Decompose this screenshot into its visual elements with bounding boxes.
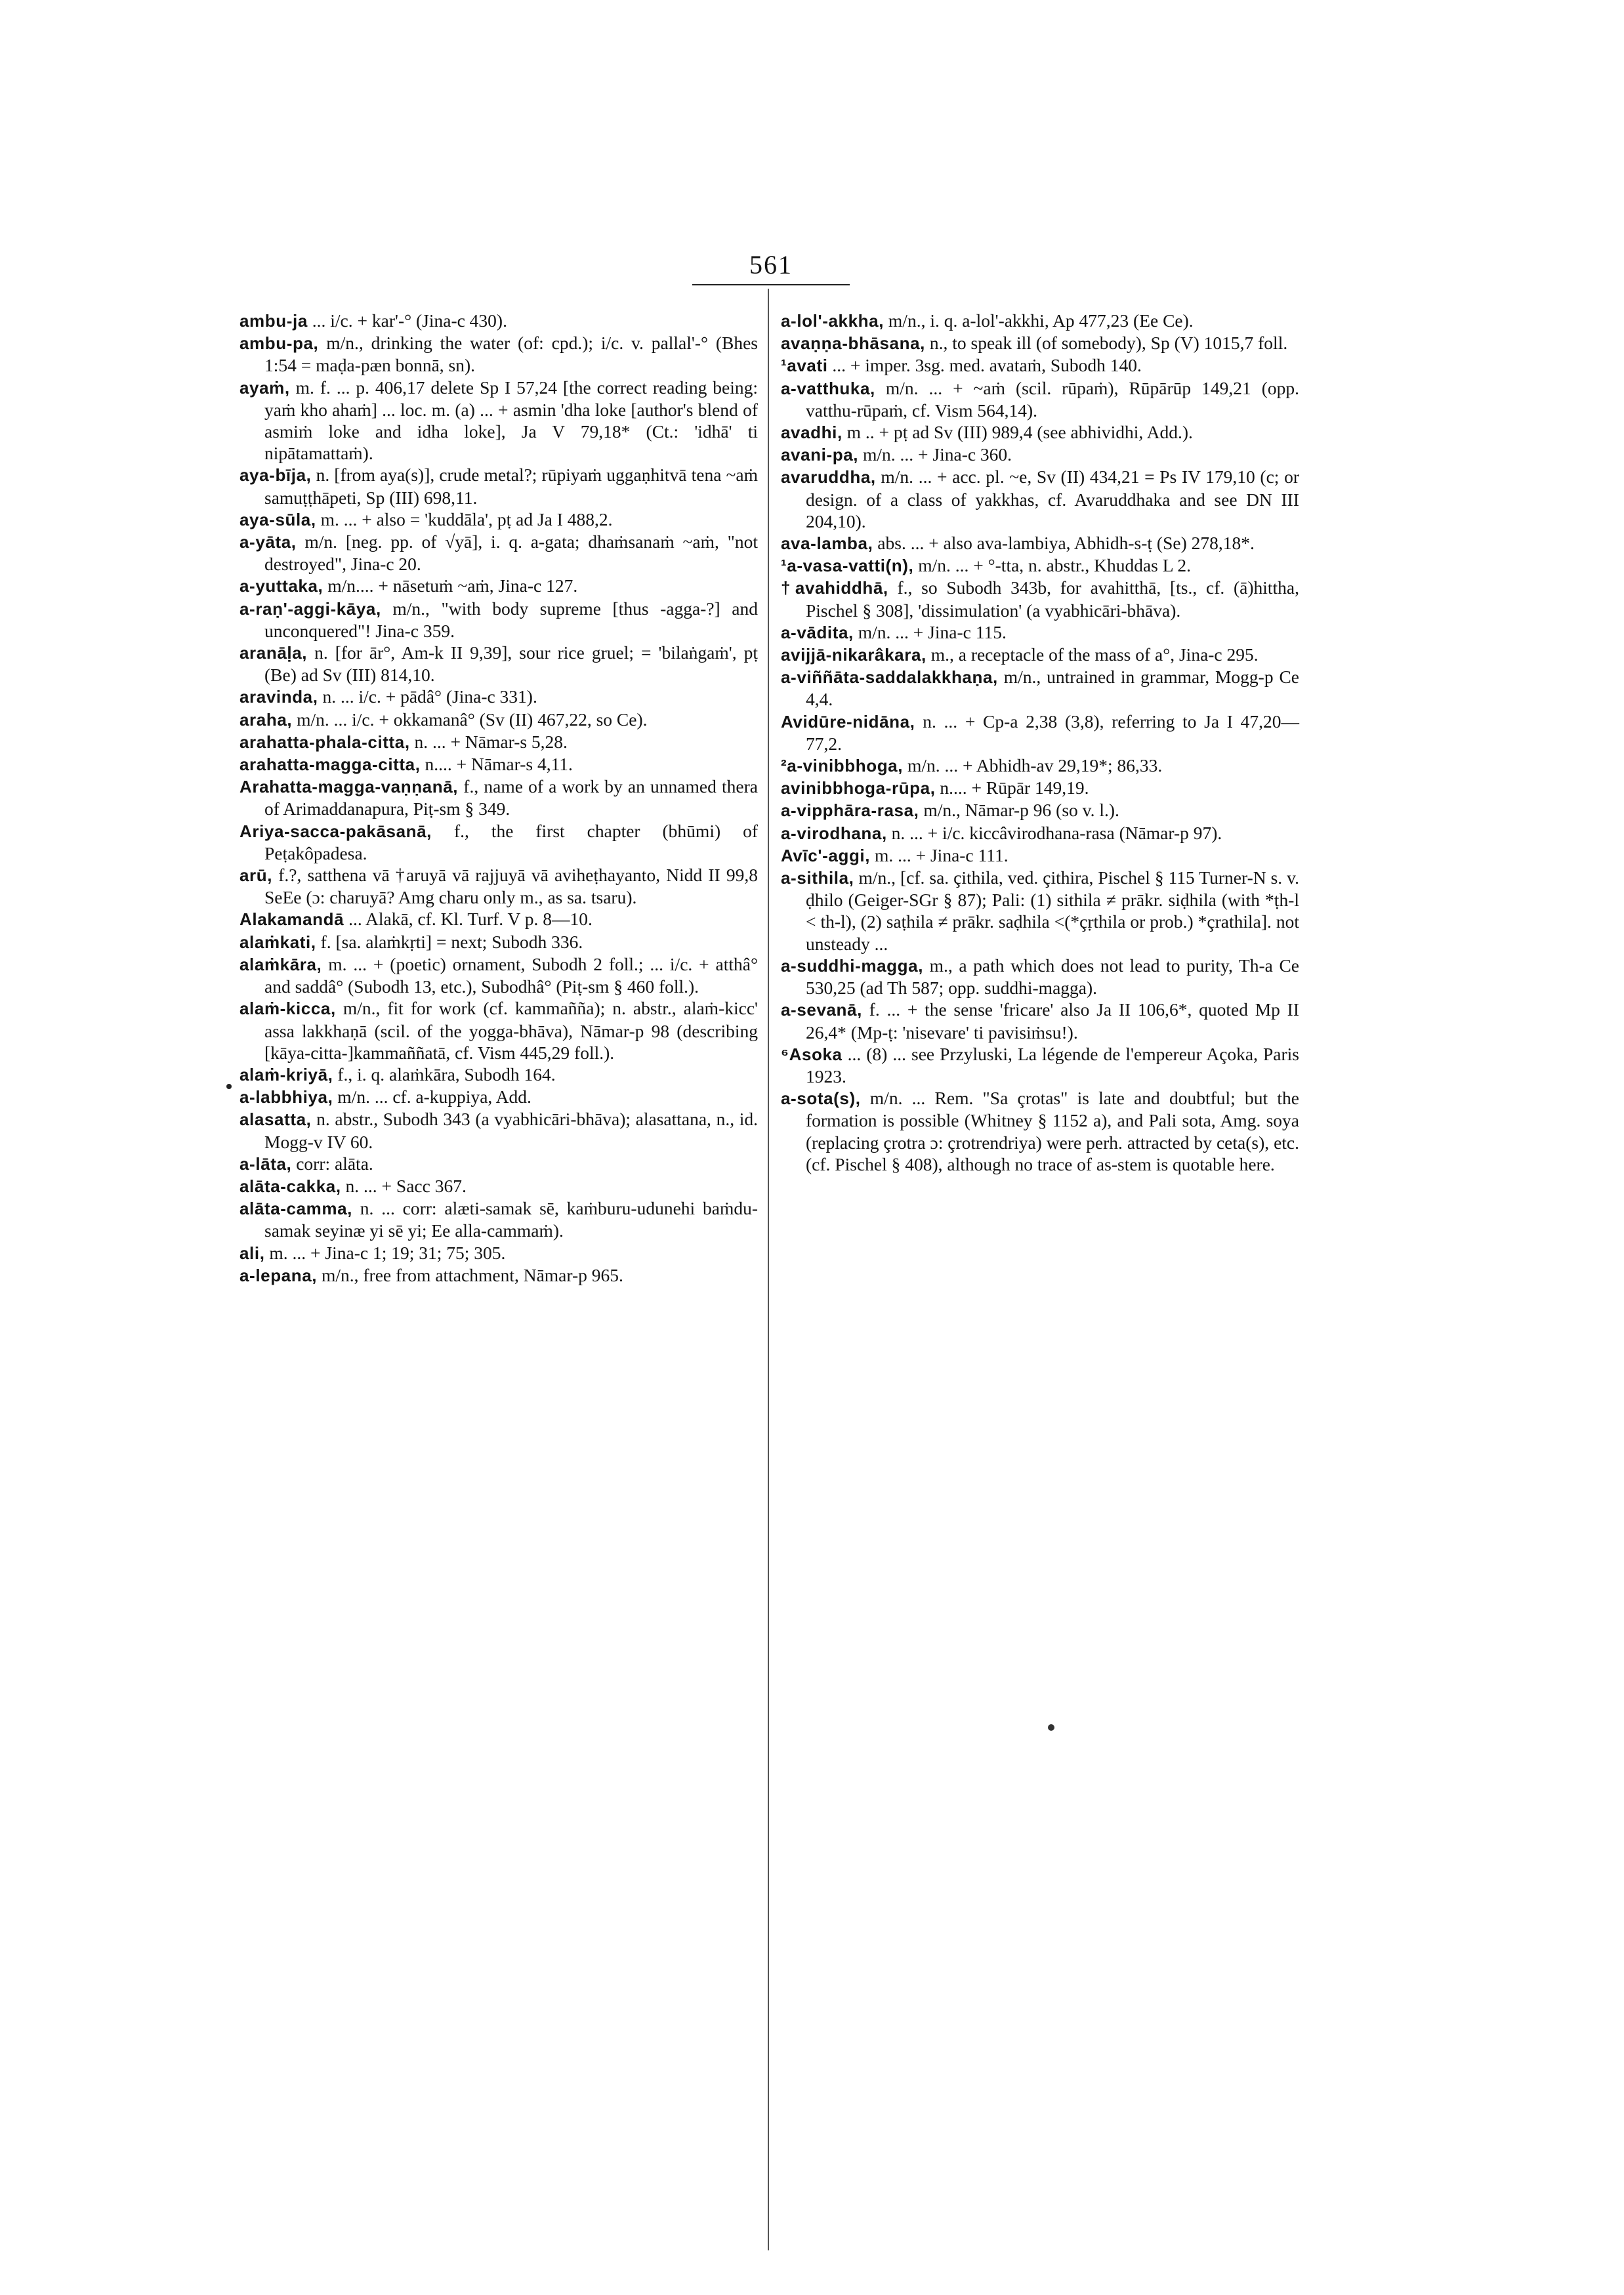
entry-headword: aranāḷa,: [239, 643, 308, 663]
entry-definition: m/n. ... + Jina-c 360.: [858, 444, 1012, 465]
entry-headword: ava-lamba,: [781, 533, 873, 554]
entry-definition: f. ... + the sense 'fricare' also Ja II 106,6*, quoted Mp II 26,4* (Mp-ṭ: 'nisevare' ti pavisiṁsu!).: [806, 999, 1299, 1043]
dictionary-entry: [239, 1264, 758, 1287]
entry-headword: a-sithila,: [781, 868, 854, 888]
dictionary-entry: [239, 931, 758, 953]
entry-headword: aravinda,: [239, 687, 318, 707]
dictionary-entry: [781, 354, 1299, 377]
entry-definition: f. [sa. alaṁkṛti] = next; Subodh 336.: [316, 931, 583, 952]
entry-definition: f.?, satthena vā †aruyā vā rajjuyā vā aviheṭhayanto, Nidd II 99,8 SeEe (ɔ: charuyā? Amg charu only m., as sa. tsaru).: [264, 865, 758, 908]
entry-definition: corr: alāta.: [291, 1153, 373, 1174]
entry-definition: n. ... + i/c. kiccâvirodhana-rasa (Nāmar-p 97).: [886, 822, 1222, 843]
entry-definition: m/n., drinking the water (of: cpd.); i/c. v. pallal'-° (Bhes 1:54 = maḍa-pæn bonnā, sn).: [264, 333, 758, 376]
entry-definition: f., the first chapter (bhūmi) of Peṭakôpadesa.: [264, 820, 758, 863]
entry-headword: alāta-cakka,: [239, 1176, 341, 1196]
entry-definition: ... + imper. 3sg. med. avataṁ, Subodh 140.: [827, 355, 1142, 376]
entry-definition: m/n., Nāmar-p 96 (so v. l.).: [919, 800, 1119, 821]
entry-definition: m/n. ... Rem. "Sa çrotas" is late and doubtful; but the formation is possible (Whitney § 1152 a), and Pali sota, Amg. soya (replacing çrotra ɔ: çrotrendriya) were perh. attracted by ceta(s), etc. (cf. Pischel § 408), although no trace of as-stem is quotable here.: [806, 1088, 1299, 1174]
entry-definition: n. abstr., Subodh 343 (a vyabhicāri-bhāva); alasattana, n., id. Mogg-v IV 60.: [264, 1109, 758, 1152]
entry-headword: ⁶Asoka: [781, 1044, 843, 1064]
entry-definition: n.... + Rūpār 149,19.: [935, 777, 1089, 798]
entry-headword: avaruddha,: [781, 467, 876, 487]
entry-definition: f., name of a work by an unnamed thera of Arimaddanapura, Piṭ-sm § 349.: [264, 776, 758, 819]
entry-definition: ... (8) ... see Przyluski, La légende de l'empereur Açoka, Paris 1923.: [806, 1043, 1299, 1086]
entry-headword: alaṁ-kriyā,: [239, 1064, 333, 1085]
entry-definition: m/n. ... + Abhidh-av 29,19*; 86,33.: [903, 755, 1163, 776]
dictionary-entry: [781, 644, 1299, 666]
entry-headword: a-suddhi-magga,: [781, 955, 924, 976]
dictionary-entry: [781, 1043, 1299, 1087]
dictionary-entry: [781, 867, 1299, 955]
entry-definition: abs. ... + also ava-lambiya, Abhidh-s-ṭ (Se) 278,18*.: [873, 533, 1255, 554]
dictionary-entry: [239, 1242, 758, 1264]
entry-definition: n. ... + Cp-a 2,38 (3,8), referring to Ja I 47,20—77,2.: [806, 711, 1299, 754]
entry-headword: Arahatta-magga-vaṇṇanā,: [239, 777, 459, 797]
entry-definition: m/n. ... + °-tta, n. abstr., Khuddas L 2.: [913, 555, 1192, 576]
entry-headword: a-vatthuka,: [781, 378, 875, 398]
dictionary-entry: [239, 953, 758, 997]
entry-headword: a-vādita,: [781, 622, 854, 642]
entry-definition: m/n., "with body supreme [thus -agga-?] and unconquered"! Jina-c 359.: [264, 598, 758, 641]
entry-headword: arū,: [239, 865, 273, 886]
entry-definition: f., i. q. alaṁkāra, Subodh 164.: [333, 1064, 556, 1085]
entry-definition: m/n., [cf. sa. çithila, ved. çithira, Pischel § 115 Turner-N s. v. ḍhilo (Geiger-SGr § 87); Pali: (1) sithila ≠ prākr. siḍhila (with *ṭh-l < th-l), (2) saṭhila ≠ prākr. saḍhila <(*çṛthila or prob.) *çrathila]. not unsteady ...: [806, 867, 1299, 954]
margin-bullet: [226, 1084, 232, 1089]
entry-definition: m., a path which does not lead to purity, Th-a Ce 530,25 (ad Th 587; opp. suddhi-magga).: [806, 955, 1299, 999]
entry-definition: m/n. ... i/c. + okkamanâ° (Sv (II) 467,22, so Ce).: [292, 709, 648, 730]
dictionary-entry: [781, 955, 1299, 999]
dictionary-entry: [781, 711, 1299, 755]
entry-headword: avadhi,: [781, 423, 843, 443]
entry-definition: m/n. ... + ~aṁ (scil. rūpaṁ), Rūpārūp 149,21 (opp. vatthu-rūpaṁ, cf. Vism 564,14).: [806, 377, 1299, 421]
dictionary-entry: [239, 820, 758, 864]
dictionary-entry: [781, 532, 1299, 554]
entry-headword: ali,: [239, 1243, 265, 1263]
right-column: [781, 310, 1299, 1175]
page-number: 561: [692, 249, 850, 285]
entry-definition: m/n., i. q. a-lol'-akkhi, Ap 477,23 (Ee Ce).: [884, 310, 1194, 331]
dictionary-entry: [781, 554, 1299, 577]
dictionary-entry: [239, 997, 758, 1064]
dictionary-entry: [239, 377, 758, 465]
dictionary-entry: [781, 1087, 1299, 1175]
entry-definition: m. ... + Jina-c 111.: [870, 844, 1009, 865]
entry-definition: ... Alakā, cf. Kl. Turf. V p. 8—10.: [344, 909, 593, 930]
entry-definition: n. ... + Sacc 367.: [341, 1175, 467, 1196]
entry-headword: ¹a-vasa-vatti(n),: [781, 556, 914, 576]
entry-definition: m. ... + also = 'kuddāla', pṭ ad Ja I 488,2.: [316, 508, 613, 529]
entry-definition: n. [for ār°, Am-k II 9,39], sour rice gruel; = 'bilaṅgaṁ', pṭ (Be) ad Sv (III) 814,10.: [264, 642, 758, 686]
entry-headword: †avahiddhā,: [781, 578, 888, 598]
entry-headword: Avidūre-nidāna,: [781, 711, 915, 732]
dictionary-entry: [781, 621, 1299, 644]
entry-headword: a-viññāta-saddalakkhaṇa,: [781, 667, 998, 688]
entry-headword: avijjā-nikarâkara,: [781, 645, 927, 665]
entry-headword: a-sota(s),: [781, 1088, 861, 1109]
entry-headword: ¹avati: [781, 356, 828, 376]
entry-definition: m/n. ... + acc. pl. ~e, Sv (II) 434,21 = Ps IV 179,10 (c; or design. of a class of yakkhas, cf. Avaruddhaka and see DN III 204,10).: [806, 466, 1299, 531]
entry-headword: ambu-pa,: [239, 333, 319, 354]
entry-definition: m. f. ... p. 406,17 delete Sp I 57,24 [the correct reading being: yaṁ kho ahaṁ] ... loc. m. (a) ... + asmin 'dha loke [author's blend of asmiṁ loke and idha loke], Ja V 79,18* (Ct.: 'idhā' ti nipātamattaṁ).: [264, 377, 758, 464]
dictionary-entry: [239, 1175, 758, 1197]
dictionary-entry: [781, 777, 1299, 799]
entry-headword: ambu-ja: [239, 311, 308, 331]
margin-dot: [1048, 1724, 1054, 1731]
dictionary-entry: [781, 444, 1299, 466]
entry-definition: m .. + pṭ ad Sv (III) 989,4 (see abhividhi, Add.).: [842, 422, 1193, 443]
entry-headword: araha,: [239, 709, 293, 730]
entry-definition: n., to speak ill (of somebody), Sp (V) 1015,7 foll.: [925, 333, 1288, 354]
entry-headword: avani-pa,: [781, 445, 859, 465]
entry-headword: a-sevanā,: [781, 1000, 862, 1020]
entry-definition: m/n. [neg. pp. of √yā], i. q. a-gata; dhaṁsanaṁ ~aṁ, "not destroyed", Jina-c 20.: [264, 531, 758, 575]
dictionary-entry: [239, 310, 758, 332]
entry-definition: m/n.... + nāsetuṁ ~aṁ, Jina-c 127.: [323, 575, 578, 596]
entry-headword: arahatta-phala-citta,: [239, 732, 410, 752]
entry-headword: a-lepana,: [239, 1265, 318, 1285]
entry-headword: avinibbhoga-rūpa,: [781, 778, 936, 798]
entry-definition: n. [from aya(s)], crude metal?; rūpiyaṁ uggaṇhitvā tena ~aṁ samuṭṭhāpeti, Sp (III) 698,11.: [264, 465, 758, 508]
entry-headword: avaṇṇa-bhāsana,: [781, 333, 925, 354]
dictionary-entry: [781, 999, 1299, 1043]
entry-headword: alasatta,: [239, 1109, 312, 1130]
entry-definition: m/n., untrained in grammar, Mogg-p Ce 4,4.: [806, 667, 1299, 710]
column-divider: [768, 289, 769, 2250]
entry-headword: a-yuttaka,: [239, 576, 323, 596]
entry-headword: a-yāta,: [239, 532, 297, 552]
dictionary-entry: [781, 332, 1299, 354]
dictionary-entry: [781, 844, 1299, 867]
entry-headword: ²a-vinibbhoga,: [781, 756, 904, 776]
dictionary-entry: [239, 1108, 758, 1152]
entry-headword: alaṁkāra,: [239, 954, 322, 974]
dictionary-entry: [239, 1086, 758, 1108]
dictionary-entry: [781, 822, 1299, 844]
entry-headword: Alakamandā: [239, 909, 344, 930]
entry-definition: n. ... + Nāmar-s 5,28.: [409, 731, 568, 752]
dictionary-entry: [239, 908, 758, 930]
dictionary-entry: [239, 332, 758, 376]
entry-headword: Ariya-sacca-pakāsanā,: [239, 821, 432, 841]
entry-headword: aya-sūla,: [239, 509, 316, 529]
dictionary-entry: [781, 466, 1299, 532]
entry-headword: a-lāta,: [239, 1153, 292, 1174]
entry-headword: a-raṇ'-aggi-kāya,: [239, 598, 381, 619]
entry-headword: Avīc'-aggi,: [781, 845, 871, 865]
entry-headword: alāta-camma,: [239, 1199, 352, 1219]
entry-definition: m. ... + Jina-c 1; 19; 31; 75; 305.: [264, 1242, 506, 1263]
dictionary-entry: [239, 1064, 758, 1086]
dictionary-entry: [781, 377, 1299, 421]
entry-definition: m/n. ... cf. a-kuppiya, Add.: [333, 1086, 531, 1107]
entry-definition: m. ... + (poetic) ornament, Subodh 2 foll.; ... i/c. + atthâ° and saddâ° (Subodh 13, etc.), Subodhâ° (Piṭ-sm § 460 foll.).: [264, 953, 758, 997]
dictionary-entry: [239, 1153, 758, 1175]
entry-definition: n. ... i/c. + pādâ° (Jina-c 331).: [318, 686, 537, 707]
dictionary-entry: [781, 310, 1299, 332]
dictionary-entry: [239, 531, 758, 575]
entry-definition: m., a receptacle of the mass of a°, Jina-c 295.: [926, 644, 1259, 665]
dictionary-entry: [781, 755, 1299, 777]
dictionary-entry: [239, 709, 758, 731]
dictionary-entry: [239, 686, 758, 708]
dictionary-entry: [239, 864, 758, 908]
entry-headword: a-labbhiya,: [239, 1087, 333, 1107]
entry-definition: ... i/c. + kar'-° (Jina-c 430).: [307, 310, 507, 331]
entry-definition: m/n., fit for work (cf. kammañña); n. abstr., alaṁ-kicc' assa lakkhaṇā (scil. of the yogga-bhāva), Nāmar-p 98 (describing [kāya-citta-]kammaññatā, cf. Vism 445,29 foll.).: [264, 998, 758, 1063]
entry-headword: alaṁkati,: [239, 932, 316, 952]
entry-definition: f., so Subodh 343b, for avahitthā, [ts., cf. (ā)hittha, Pischel § 308], 'dissimulation' (a vyabhicāri-bhāva).: [806, 577, 1299, 621]
dictionary-entry: [781, 421, 1299, 444]
left-column: [239, 310, 758, 1287]
dictionary-entry: [239, 598, 758, 642]
entry-definition: m/n. ... + Jina-c 115.: [853, 621, 1007, 642]
dictionary-entry: [239, 753, 758, 775]
entry-headword: a-lol'-akkha,: [781, 311, 885, 331]
entry-definition: n.... + Nāmar-s 4,11.: [420, 754, 573, 775]
entry-headword: arahatta-magga-citta,: [239, 755, 421, 775]
dictionary-entry: [239, 464, 758, 508]
entry-headword: a-vipphāra-rasa,: [781, 800, 919, 821]
dictionary-entry: [239, 731, 758, 753]
entry-definition: n. ... corr: alæti-samak sē, kaṁburu-udunehi baṁdu-samak seyinæ yi sē yi; Ee alla-cammaṁ).: [264, 1198, 758, 1241]
entry-definition: m/n., free from attachment, Nāmar-p 965.: [317, 1264, 623, 1285]
entry-headword: aya-bīja,: [239, 465, 312, 486]
entry-headword: ayaṁ,: [239, 377, 290, 398]
dictionary-entry: [239, 508, 758, 531]
dictionary-entry: [781, 666, 1299, 710]
entry-headword: a-virodhana,: [781, 823, 887, 843]
dictionary-entry: [781, 577, 1299, 621]
dictionary-entry: [239, 642, 758, 686]
entry-headword: alaṁ-kicca,: [239, 999, 336, 1019]
dictionary-entry: [781, 799, 1299, 821]
dictionary-entry: [239, 1197, 758, 1241]
dictionary-entry: [239, 775, 758, 819]
dictionary-entry: [239, 575, 758, 597]
